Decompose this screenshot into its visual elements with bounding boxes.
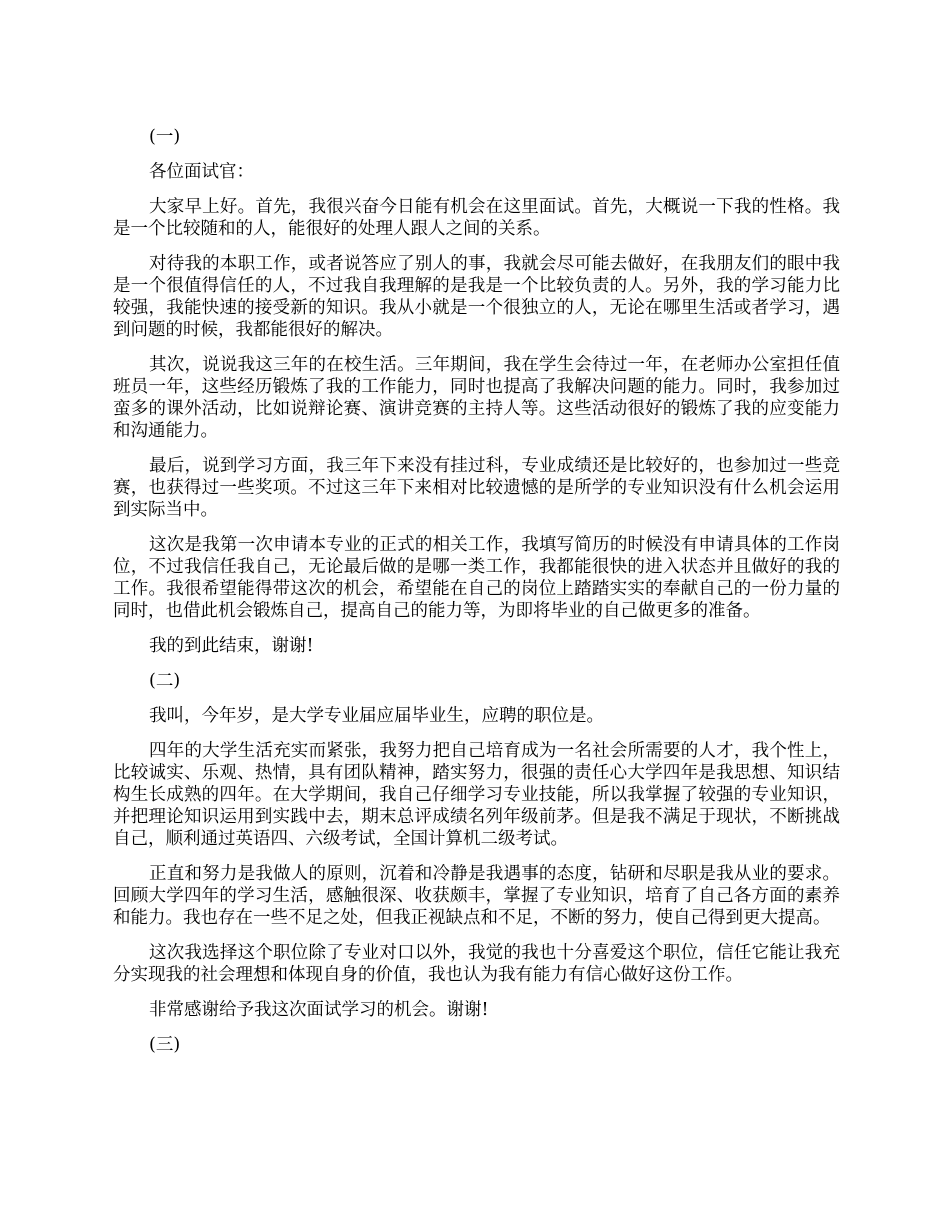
section-heading-1: (一) bbox=[149, 127, 181, 147]
salutation: 各位面试官： bbox=[149, 162, 254, 182]
paragraph: 我叫，今年岁，是大学专业届应届毕业生，应聘的职位是。 bbox=[149, 706, 604, 726]
document-page bbox=[113, 126, 840, 1069]
paragraph: 正直和努力是我做人的原则，沉着和冷静是我遇事的态度，钻研和尽职是我从业的要求。回顾大学四年的学习生活，感触很深、收获颇丰，掌握了专业知识，培育了自己各方面的素养和能力。我也存在一些不足之处，但我正视缺点和不足，不断的努力，使自己得到更大提高。 bbox=[113, 864, 840, 928]
closing-line: 非常感谢给予我这次面试学习的机会。谢谢! bbox=[149, 1000, 489, 1020]
paragraph: 这次我选择这个职位除了专业对口以外，我觉的我也十分喜爱这个职位，信任它能让我充分实现我的社会理想和体现自身的价值，我也认为我有能力有信心做好这份工作。 bbox=[113, 943, 840, 985]
section-heading-2: (二) bbox=[149, 671, 181, 691]
paragraph: 四年的大学生活充实而紧张，我努力把自己培育成为一名社会所需要的人才，我个性上，比较诚实、乐观、热情，具有团队精神，踏实努力，很强的责任心大学四年是我思想、知识结构生长成熟的四年。在大学期间，我自己仔细学习专业技能，所以我掌握了较强的专业知识，并把理论知识运用到实践中去，期末总评成绩名列年级前茅。但是我不满足于现状，不断挑战自己，顺利通过英语四、六级考试，全国计算机二级考试。 bbox=[113, 741, 840, 849]
section-heading-3: (三) bbox=[149, 1035, 181, 1055]
paragraph: 最后，说到学习方面，我三年下来没有挂过科，专业成绩还是比较好的，也参加过一些竞赛，也获得过一些奖项。不过这三年下来相对比较遗憾的是所学的专业知识没有什么机会运用到实际当中。 bbox=[113, 456, 840, 520]
closing-line: 我的到此结束，谢谢! bbox=[149, 636, 314, 656]
paragraph: 对待我的本职工作，或者说答应了别人的事，我就会尽可能去做好，在我朋友们的眼中我是一个很值得信任的人，不过我自我理解的是我是一个比较负责的人。另外，我的学习能力比较强，我能快速的接受新的知识。我从小就是一个很独立的人，无论在哪里生活或者学习，遇到问题的时候，我都能很好的解决。 bbox=[113, 254, 840, 340]
paragraph: 这次是我第一次申请本专业的正式的相关工作，我填写简历的时候没有申请具体的工作岗位，不过我信任我自己，无论最后做的是哪一类工作，我都能很快的进入状态并且做好的我的工作。我很希望能得带这次的机会，希望能在自己的岗位上踏踏实实的奉献自己的一份力量的同时，也借此机会锻炼自己，提高自己的能力等，为即将毕业的自己做更多的准备。 bbox=[113, 535, 840, 621]
paragraph: 大家早上好。首先，我很兴奋今日能有机会在这里面试。首先，大概说一下我的性格。我是一个比较随和的人，能很好的处理人跟人之间的关系。 bbox=[113, 197, 840, 239]
paragraph: 其次，说说我这三年的在校生活。三年期间，我在学生会待过一年，在老师办公室担任值班员一年，这些经历锻炼了我的工作能力，同时也提高了我解决问题的能力。同时，我参加过蛮多的课外活动，比如说辩论赛、演讲竞赛的主持人等。这些活动很好的锻炼了我的应变能力和沟通能力。 bbox=[113, 355, 840, 441]
